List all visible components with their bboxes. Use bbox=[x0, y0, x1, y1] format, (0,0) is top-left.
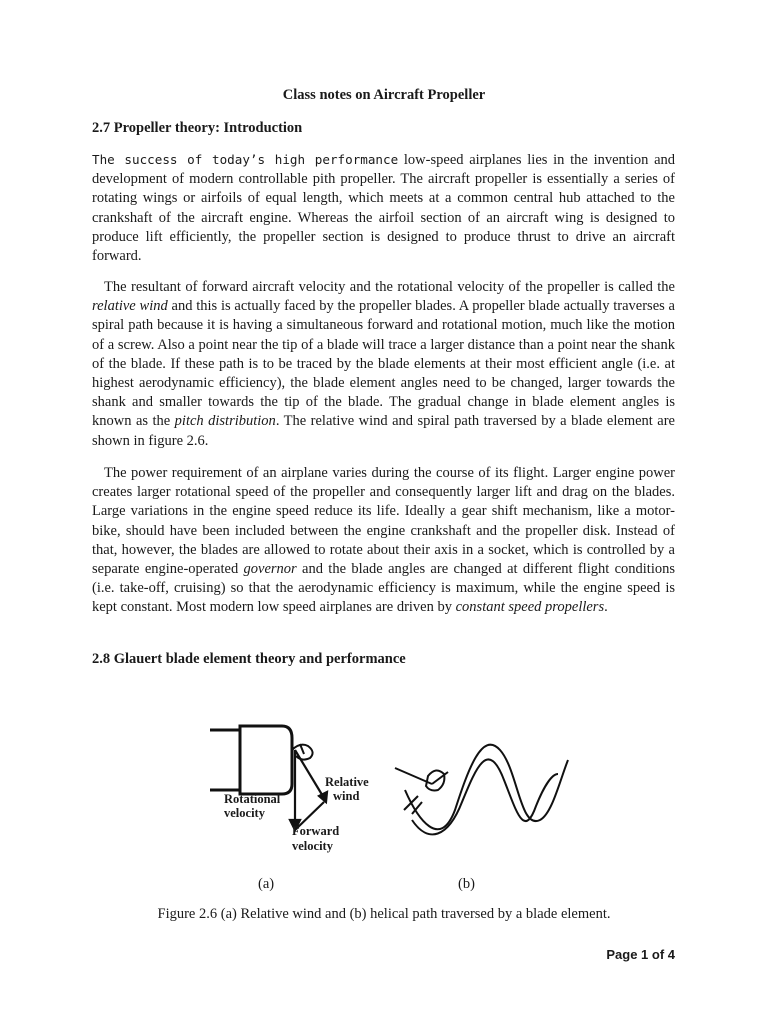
paragraph-introduction bbox=[92, 150, 675, 266]
section-heading-2-7: 2.7 Propeller theory: Introduction bbox=[92, 120, 303, 136]
paragraph-text: and the blade angles are changed at different flight conditions (i.e. take-off, cruising) so that the aerodynamic efficiency is maximum, while the engine speed is kept constant. Most modern low speed airplanes are driven by bbox=[92, 561, 676, 616]
page-number: Page 1 of 4 bbox=[606, 947, 675, 962]
paragraph-relative-wind bbox=[92, 278, 675, 451]
label-velocity-rotational: velocity bbox=[224, 806, 265, 820]
section-heading-2-8: 2.8 Glauert blade element theory and performance bbox=[92, 651, 406, 667]
label-rotational: Rotational bbox=[224, 792, 281, 806]
paragraph-text: The power requirement of an airplane varies during the course of its flight. Larger engine power creates larger rotational speed of the propeller and consequently larger lift and drag on the blades. Large variations in the engine speed reduce its life. Ideally a gear shift mechanism, like a motor-bike, should have been included between the engine crankshaft and the propeller disk. Instead of that, however, the blades are allowed to rotate about their axis in a socket, which is controlled by a separate engine-operated bbox=[92, 465, 675, 578]
engine-nacelle-drawing bbox=[210, 726, 292, 794]
figure-sublabel-a: (a) bbox=[258, 876, 275, 892]
paragraph-text: . bbox=[604, 599, 608, 616]
paragraph-power-requirement bbox=[92, 464, 675, 618]
blade-element-b-drawing bbox=[395, 768, 448, 814]
label-velocity-forward: velocity bbox=[292, 839, 333, 853]
paragraph-text: and this is actually faced by the propeller blades. A propeller blade actually traverses a spiral path because it is having a simultaneous forward and rotational motion, much like the motion of a screw. Also a point near the tip of a blade will trace a larger distance than a point near the shank of the blade. If these path is to be traced by the blade elements at their most efficient angle (i.e. at highest aerodynamic efficiency), the blade element angles need to be changed, larger towards the shank and smaller towards the tip of the blade. The gradual change in blade element angles is known as the bbox=[92, 298, 675, 430]
label-wind: wind bbox=[333, 789, 360, 803]
page-title: Class notes on Aircraft Propeller bbox=[282, 87, 486, 103]
emphasis-pitch-distribution: pitch distribution bbox=[174, 413, 276, 430]
emphasis-relative-wind: relative wind bbox=[92, 298, 168, 315]
velocity-triangle bbox=[290, 750, 327, 830]
figure-sublabel-b: (b) bbox=[458, 876, 475, 892]
figure-caption: Figure 2.6 (a) Relative wind and (b) helical path traversed by a blade element. bbox=[157, 906, 611, 922]
emphasis-constant-speed-propellers: constant speed propellers bbox=[455, 599, 605, 616]
label-relative: Relative bbox=[325, 775, 369, 789]
figure-2-6 bbox=[200, 710, 580, 870]
label-forward: Forward bbox=[292, 824, 340, 838]
emphasis-governor: governor bbox=[243, 561, 297, 578]
paragraph-text: . The relative wind and spiral path traversed by a blade element are shown in figure 2.6. bbox=[92, 413, 675, 449]
paragraph-text: The resultant of forward aircraft velocity and the rotational velocity of the propeller is called the bbox=[104, 279, 675, 295]
paragraph-lead-text: The success of today’s high performance bbox=[92, 152, 399, 167]
paragraph-text: low-speed airplanes lies in the invention and development of modern controllable pith propeller. The aircraft propeller is essentially a series of rotating wings or airfoils of equal length, which meets at a common central hub attached to the crankshaft of the aircraft engine. Whereas the airfoil section of an aircraft wing is designed to produce lift efficiently, the propeller section is designed to produce thrust to drive an aircraft forward. bbox=[92, 152, 676, 265]
